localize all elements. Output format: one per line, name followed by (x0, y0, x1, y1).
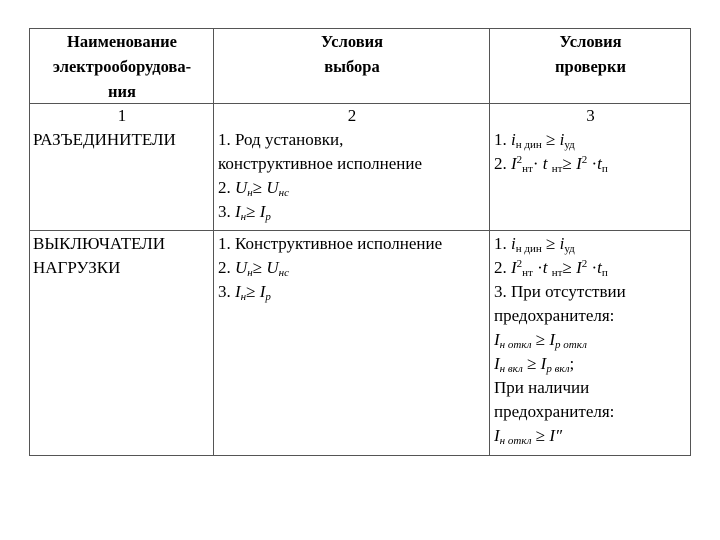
current-condition: 3. $I_н\ge I_р$ (218, 282, 271, 303)
breaking-current-condition: $I_{н откл} \ge I_{р откл}$ (494, 330, 587, 351)
thermal-stability-condition: 2. $I^2_{нт} \cdot t$ $_{нт}\ge I^2 \cdot t_п$ (494, 258, 608, 279)
column-number-1: 1 (117, 106, 127, 125)
header-selection-conditions: Условия выбора (320, 32, 384, 76)
selection-conditions-table (29, 28, 691, 456)
making-current-condition: $I_{н вкл} \ge I_{р вкл}$; (494, 354, 575, 375)
thermal-stability-condition: 2. $I^2_{нт}\cdot t$ $_{нт}\ge I^2 \cdot t_п$ (494, 154, 608, 175)
row-disconnectors-name: РАЗЪЕДИНИТЕЛИ (33, 130, 176, 149)
header-check-conditions: Условия проверки (555, 32, 626, 76)
voltage-condition: 2. $U_н\ge U_{нс}$ (218, 178, 289, 199)
column-divider (489, 29, 490, 455)
fuse-breaking-condition: $I_{н откл} \ge I''$ (494, 426, 563, 447)
column-number-3: 3 (586, 106, 595, 125)
row-divider (30, 230, 690, 231)
column-number-2: 2 (347, 106, 357, 125)
dynamic-stability-condition: 1. $i_{н дин} \ge i_{уд}$ (494, 130, 575, 151)
row-disconnectors-check (494, 128, 608, 176)
row-load-switches-check: 1. $i_{н дин} \ge i_{уд}$ 2. $I^2_{нт} \cdot t$ $_{нт}\ge I^2 \cdot t_п$ 3. При отсутствии предохранителя: $I_{н откл} \ge I_{р откл}$ $I_{н вкл} \ge I_{р вкл}$; При наличии предохранителя: $I_{н откл} \ge I''$ (494, 234, 626, 447)
voltage-condition: 2. $U_н\ge U_{нс}$ (218, 258, 289, 279)
dynamic-stability-condition: 1. $i_{н дин} \ge i_{уд}$ (494, 234, 575, 255)
current-condition: 3. $I_н\ge I_р$ (218, 202, 271, 223)
row-load-switches-name: ВЫКЛЮЧАТЕЛИ НАГРУЗКИ (33, 234, 166, 277)
row-load-switches-selection: 1. Конструктивное исполнение 2. $U_н\ge U_{нс}$ 3. $I_н\ge I_р$ (218, 234, 443, 303)
header-equipment-name: Наименование электрооборудова- ния (52, 32, 192, 101)
row-disconnectors-selection: 1. Род установки, конструктивное исполнение 2. $U_н\ge U_{нс}$ 3. $I_н\ge I_р$ (218, 130, 423, 223)
